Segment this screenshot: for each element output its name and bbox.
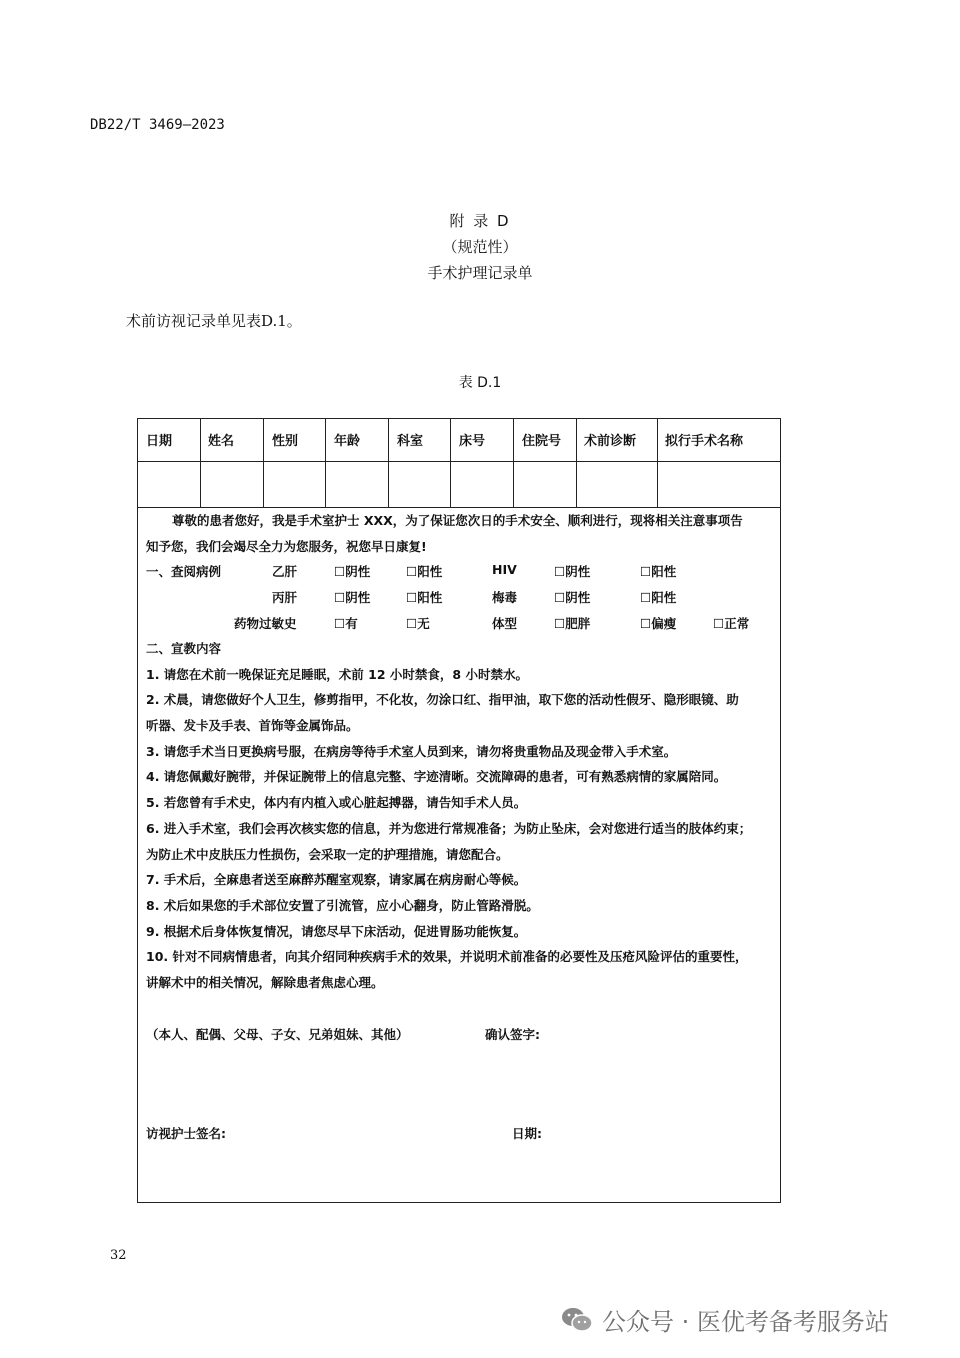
- col-header-admission-no: 住院号: [522, 434, 562, 449]
- col-header-age: 年龄: [334, 434, 361, 449]
- education-item: 1. 请您在术前一晚保证充足睡眠，术前 12 小时禁食，8 小时禁水。: [146, 667, 528, 682]
- body-type-label: 体型: [492, 616, 518, 631]
- column-divider: [576, 419, 577, 507]
- page-number: 32: [110, 1248, 127, 1263]
- education-item: 3. 请您手术当日更换病号服，在病房等待手术室人员到来，请勿将贵重物品及现金带入手术室。: [146, 744, 677, 759]
- syphilis-positive-checkbox[interactable]: ☐阳性: [640, 590, 677, 605]
- syphilis-label: 梅毒: [492, 590, 518, 605]
- hepatitis-c-label: 丙肝: [272, 590, 298, 605]
- section-education-title: 二、宣教内容: [146, 641, 222, 656]
- confirm-signature-field[interactable]: [558, 1019, 768, 1043]
- col-header-department: 科室: [397, 434, 424, 449]
- column-divider: [513, 419, 514, 507]
- date-label: 日期:: [512, 1126, 542, 1141]
- date-field[interactable]: [552, 1119, 752, 1143]
- education-item: 讲解术中的相关情况，解除患者焦虑心理。: [146, 975, 384, 990]
- col-header-date: 日期: [146, 434, 173, 449]
- watermark-text: 公众号 · 医优考备考服务站: [602, 1308, 889, 1336]
- drug-allergy-label: 药物过敏史: [234, 616, 297, 631]
- col-header-surgery-name: 拟行手术名称: [665, 434, 744, 449]
- col-header-bed: 床号: [459, 434, 486, 449]
- hiv-label: HIV: [492, 562, 517, 577]
- col-header-diagnosis: 术前诊断: [584, 434, 637, 449]
- nurse-signature-label: 访视护士签名:: [146, 1126, 226, 1141]
- education-item: 听器、发卡及手表、首饰等金属饰品。: [146, 718, 359, 733]
- allergy-yes-checkbox[interactable]: ☐有: [334, 616, 358, 631]
- hepb-positive-checkbox[interactable]: ☐阳性: [406, 564, 443, 579]
- body-obese-checkbox[interactable]: ☐肥胖: [554, 616, 591, 631]
- col-header-name: 姓名: [208, 434, 235, 449]
- confirm-signature-label: 确认签字:: [485, 1027, 540, 1042]
- column-divider: [388, 419, 389, 507]
- table-blank-row: [138, 461, 780, 508]
- education-item: 9. 根据术后身体恢复情况，请您尽早下床活动，促进胃肠功能恢复。: [146, 924, 527, 939]
- document-title: 手术护理记录单: [427, 264, 533, 282]
- appendix-heading: 附 录 D: [449, 212, 511, 230]
- preop-visit-form: [137, 418, 781, 1203]
- allergy-no-checkbox[interactable]: ☐无: [406, 616, 430, 631]
- column-divider: [200, 419, 201, 507]
- relation-options: （本人、配偶、父母、子女、兄弟姐妹、其他）: [146, 1027, 409, 1042]
- hiv-negative-checkbox[interactable]: ☐阴性: [554, 564, 591, 579]
- column-divider: [450, 419, 451, 507]
- syphilis-negative-checkbox[interactable]: ☐阴性: [554, 590, 591, 605]
- education-item: 5. 若您曾有手术史，体内有内植入或心脏起搏器，请告知手术人员。: [146, 795, 527, 810]
- normative-label: （规范性）: [442, 238, 518, 256]
- education-item: 4. 请您佩戴好腕带，并保证腕带上的信息完整、字迹清晰。交流障碍的患者，可有熟悉病情的家属陪同。: [146, 769, 727, 784]
- standard-code: DB22/T 3469—2023: [90, 117, 225, 133]
- column-divider: [325, 419, 326, 507]
- hepc-positive-checkbox[interactable]: ☐阳性: [406, 590, 443, 605]
- hepb-negative-checkbox[interactable]: ☐阴性: [334, 564, 371, 579]
- column-divider: [657, 419, 658, 507]
- hiv-positive-checkbox[interactable]: ☐阳性: [640, 564, 677, 579]
- education-item: 7. 手术后，全麻患者送至麻醉苏醒室观察，请家属在病房耐心等候。: [146, 872, 527, 887]
- hepatitis-b-label: 乙肝: [272, 564, 298, 579]
- education-item: 2. 术晨，请您做好个人卫生，修剪指甲，不化妆，勿涂口红、指甲油，取下您的活动性假牙、隐形眼镜、助: [146, 692, 739, 707]
- body-normal-checkbox[interactable]: ☐正常: [713, 616, 750, 631]
- body-thin-checkbox[interactable]: ☐偏瘦: [640, 616, 677, 631]
- col-header-sex: 性别: [272, 434, 299, 449]
- wechat-icon: [560, 1306, 594, 1334]
- hepc-negative-checkbox[interactable]: ☐阴性: [334, 590, 371, 605]
- education-item: 为防止术中皮肤压力性损伤，会采取一定的护理措施，请您配合。: [146, 847, 509, 862]
- greeting-line-2: 知予您，我们会竭尽全力为您服务，祝您早日康复!: [146, 539, 427, 554]
- nurse-signature-field[interactable]: [238, 1119, 498, 1143]
- watermark: [560, 1302, 889, 1337]
- intro-text: 术前访视记录单见表D.1。: [126, 312, 302, 330]
- greeting-line-1: 尊敬的患者您好，我是手术室护士 XXX，为了保证您次日的手术安全、顺利进行，现将相关注意事项告: [172, 513, 743, 528]
- section-review-title: 一、查阅病例: [146, 564, 222, 579]
- education-item: 6. 进入手术室，我们会再次核实您的信息，并为您进行常规准备；为防止坠床，会对您进行适当的肢体约束；: [146, 821, 752, 836]
- education-item: 8. 术后如果您的手术部位安置了引流管，应小心翻身，防止管路滑脱。: [146, 898, 539, 913]
- table-caption: 表 D.1: [458, 375, 502, 391]
- education-item: 10. 针对不同病情患者，向其介绍同种疾病手术的效果，并说明术前准备的必要性及压疮风险评估的重要性，: [146, 949, 748, 964]
- column-divider: [263, 419, 264, 507]
